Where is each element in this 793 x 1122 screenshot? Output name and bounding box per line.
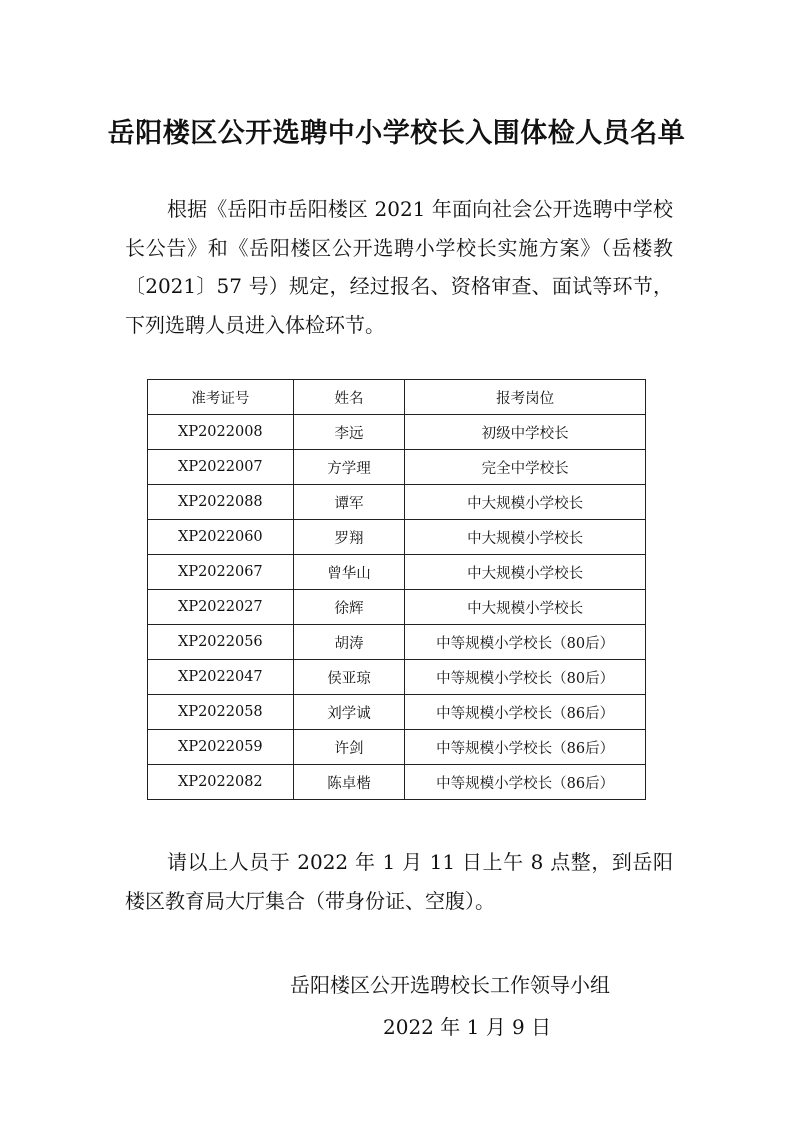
cell-name: 李远 (293, 415, 405, 450)
cell-position: 中大规模小学校长 (405, 520, 646, 555)
table-row (148, 555, 646, 590)
candidate-table (147, 379, 646, 800)
header-position: 报考岗位 (405, 380, 646, 415)
cell-position: 中等规模小学校长（86后） (405, 765, 646, 800)
cell-name: 曾华山 (293, 555, 405, 590)
cell-name: 胡涛 (293, 625, 405, 660)
cell-name: 许剑 (293, 730, 405, 765)
notice-paragraph: 请以上人员于 2022 年 1 月 11 日上午 8 点整，到岳阳楼区教育局大厅集合（带身份证、空腹）。 (125, 850, 673, 913)
cell-position: 中大规模小学校长 (405, 555, 646, 590)
intro-paragraph: 根据《岳阳市岳阳楼区 2021 年面向社会公开选聘中学校长公告》和《岳阳楼区公开选聘小学校长实施方案》（岳楼教〔2021〕57 号）规定，经过报名、资格审查、面试等环节，下列选聘人员进入体检环节。 (125, 197, 673, 337)
cell-name: 徐辉 (293, 590, 405, 625)
cell-exam-number: XP2022056 (148, 625, 294, 660)
cell-exam-number: XP2022047 (148, 660, 294, 695)
cell-position: 中等规模小学校长（86后） (405, 695, 646, 730)
cell-exam-number: XP2022058 (148, 695, 294, 730)
cell-name: 刘学诚 (293, 695, 405, 730)
cell-exam-number: XP2022082 (148, 765, 294, 800)
cell-name: 陈卓楷 (293, 765, 405, 800)
issue-date: 2022 年 1 月 9 日 (383, 1015, 552, 1039)
cell-exam-number: XP2022088 (148, 485, 294, 520)
cell-position: 中大规模小学校长 (405, 590, 646, 625)
cell-name: 侯亚琼 (293, 660, 405, 695)
table-row (148, 695, 646, 730)
table-row (148, 660, 646, 695)
cell-position: 中等规模小学校长（80后） (405, 660, 646, 695)
cell-position: 中等规模小学校长（80后） (405, 625, 646, 660)
cell-exam-number: XP2022007 (148, 450, 294, 485)
cell-name: 罗翔 (293, 520, 405, 555)
issuer-signature: 岳阳楼区公开选聘校长工作领导小组 (290, 973, 610, 997)
table-row (148, 485, 646, 520)
header-name: 姓名 (293, 380, 405, 415)
cell-name: 谭军 (293, 485, 405, 520)
cell-position: 中等规模小学校长（86后） (405, 730, 646, 765)
cell-exam-number: XP2022067 (148, 555, 294, 590)
cell-position: 中大规模小学校长 (405, 485, 646, 520)
table-row (148, 625, 646, 660)
table-row (148, 765, 646, 800)
cell-exam-number: XP2022059 (148, 730, 294, 765)
table-row (148, 415, 646, 450)
table-row (148, 520, 646, 555)
table-row (148, 590, 646, 625)
cell-exam-number: XP2022060 (148, 520, 294, 555)
table-row (148, 450, 646, 485)
table-row (148, 730, 646, 765)
cell-exam-number: XP2022027 (148, 590, 294, 625)
header-exam-number: 准考证号 (148, 380, 294, 415)
table-header-row (148, 380, 646, 415)
cell-position: 完全中学校长 (405, 450, 646, 485)
cell-exam-number: XP2022008 (148, 415, 294, 450)
document-title: 岳阳楼区公开选聘中小学校长入围体检人员名单 (107, 118, 686, 150)
cell-name: 方学理 (293, 450, 405, 485)
cell-position: 初级中学校长 (405, 415, 646, 450)
